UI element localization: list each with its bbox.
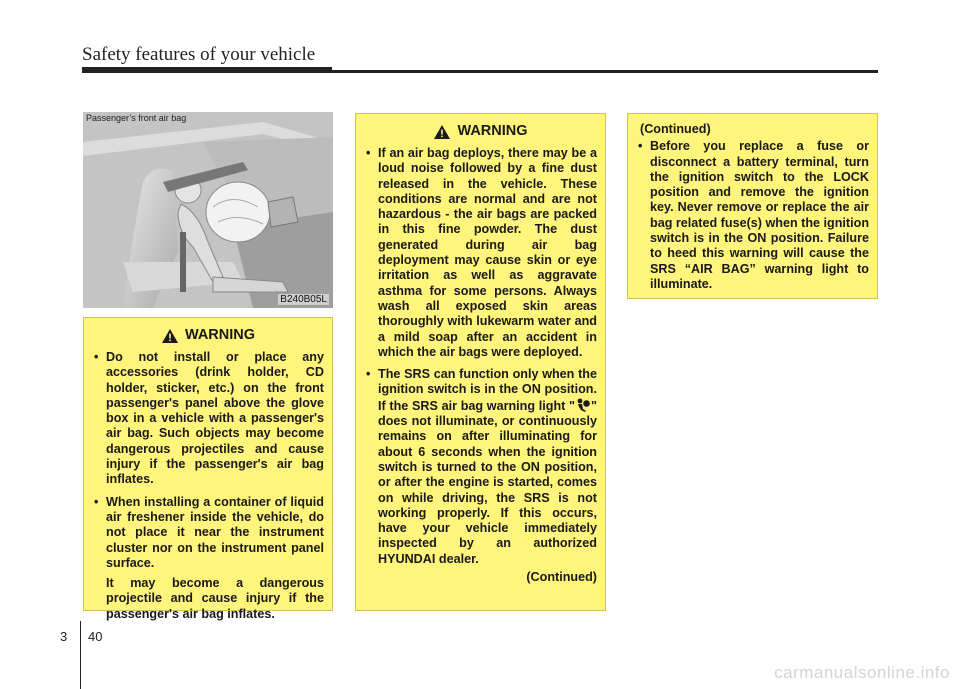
warning-triangle-icon: [433, 124, 451, 140]
watermark: carmanualsonline.info: [774, 663, 950, 682]
page-number-divider: [80, 621, 81, 689]
warning-list: [636, 139, 869, 292]
warning-triangle-icon: [161, 328, 179, 344]
continued-head: (Continued): [640, 122, 711, 136]
warning-title-text: WARNING: [184, 327, 256, 344]
warning-item: • Before you replace a fuse or disconnect a battery terminal, turn the ignition switch to the LOCK position and remove the ignition key. Never remove or replace the air bag related fuse(s) when the ignition switch is in the ON position. Failure to heed this warning will cause the SRS “AIR BAG” warning light to illuminate.: [636, 139, 869, 292]
continued-label: (Continued): [526, 570, 597, 585]
header-rule: [82, 70, 878, 73]
warning-title: [92, 328, 324, 344]
page-title: Safety features of your vehicle: [82, 44, 316, 65]
warning-item-text: " does not illuminate, or continuously remains on after illuminating for about 6 seconds when the ignition switch is turned to the ON position, or after the engine is started, comes on while driving, the SRS is not working properly. If this occurs, have your vehicle immediately inspected by an authorized HYUNDAI dealer.: [378, 398, 597, 566]
airbag-warning-light-icon: [575, 398, 591, 412]
warning-paragraph: It may become a dangerous projectile and cause injury if the passenger's air bag inflates.: [106, 576, 324, 621]
figure-code: B240B05L: [280, 294, 327, 305]
figure-caption: Passenger’s front air bag: [86, 113, 187, 123]
warning-box-left: [83, 317, 333, 621]
warning-item: • Do not install or place any accessories (drink holder, CD holder, sticker, etc.) on the front passenger's panel above the glove box in a vehicle with a passenger's air bag. Such objects may become dangerous projectiles and cause injury if the passenger's air bag inflates.: [92, 350, 324, 488]
warning-title-text: WARNING: [457, 123, 528, 140]
warning-item: • If an air bag deploys, there may be a loud noise followed by a fine dust released in the vehicle. These conditions are normal and are not hazardous - the air bags are packed in this fine powder. The dust generated during air bag deployment may cause skin or eye irritation as well as aggravate asthma for some persons. Always wash all exposed skin areas thoroughly with lukewarm water and a mild soap after an accident in which the air bags were deployed.: [364, 146, 597, 360]
warning-box-right: [627, 113, 878, 299]
warning-item: • When installing a container of liquid air freshener inside the vehicle, do not place it near the instrument cluster nor on the instrument panel surface.: [92, 495, 324, 571]
airbag-illustration-drawing: [83, 112, 333, 308]
warning-box-middle: [355, 113, 606, 611]
warning-list: [364, 146, 597, 567]
section-number: 3: [60, 629, 68, 644]
warning-list: [92, 350, 324, 571]
warning-title: [364, 124, 597, 140]
airbag-illustration: [83, 112, 333, 308]
warning-item-text: The SRS can function only when the ignition switch is in the ON position. If the SRS air bag warning light ": [378, 367, 597, 413]
page-number: 40: [88, 629, 103, 644]
warning-item: [364, 367, 597, 567]
